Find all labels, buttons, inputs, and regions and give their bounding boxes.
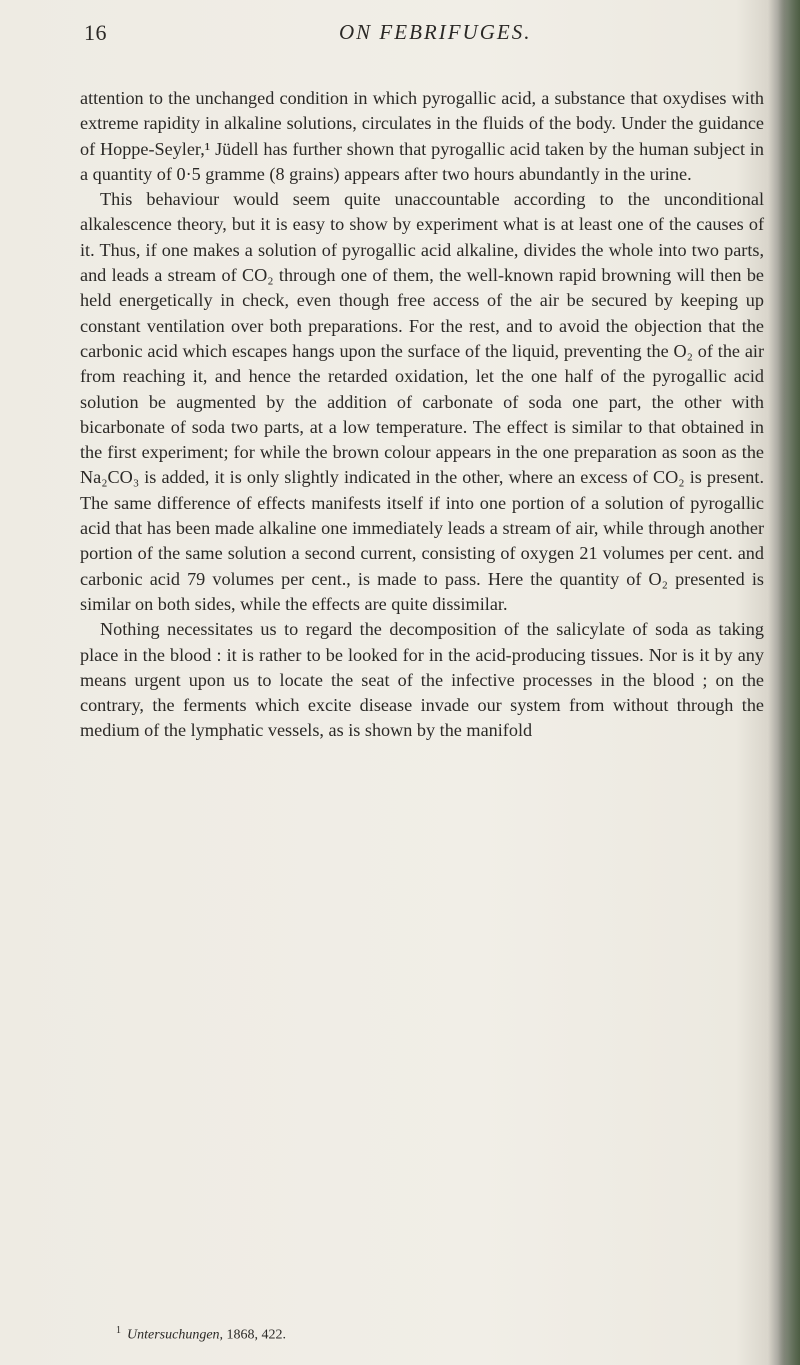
footnote-source: Untersuchungen, [127,1327,224,1343]
footnote [116,1322,286,1345]
body-text [80,86,764,744]
page-number: 16 [84,20,107,45]
paragraph-continued: attention to the unchanged condition in which pyrogallic acid, a substance that oxydises with extreme rapidity in alkaline solutions, circulates in the fluids of the body. Under the guidance of Hoppe-Seyler,¹ Jüdell has further shown that pyrogallic acid taken by the human subject in a quantity of 0·5 gramme (8 grains) appears after two hours abundantly in the urine. [80,88,764,184]
paragraph-salicylate: Nothing necessitates us to regard the decomposition of the salicylate of soda as taking place in the blood : it is rather to be looked for in the acid-producing tissues. Nor is it by any means urgent upon us to locate the seat of the infective processes in the blood ; on the contrary, the ferments which excite disease invade our system from without through the medium of the lymphatic vessels, as is shown by the manifold [80,619,764,741]
footnote-mark: 1 [116,1325,121,1336]
paragraph-experiment: This behaviour would seem quite unaccountable according to the unconditional alkalescence theory, but it is easy to show by experiment what is at least one of the causes of it. Thus, if one makes a solution of pyrogallic acid alkaline, divides the whole into two parts, and leads a stream of CO₂ through one of them, the well-known rapid browning will then be held energetically in check, even though free access of the air be secured by keeping up constant ventilation over both preparations. For the rest, and to avoid the objection that the carbonic acid which escapes hangs upon the surface of the liquid, preventing the O₂ of the air from reaching it, and hence the retarded oxidation, let the one half of the pyrogallic acid solution be augmented by the addition of carbonate of soda one part, the other with bicarbonate of soda two parts, at a low temperature. The effect is similar to that obtained in the first experiment; for while the brown colour appears in the one preparation as soon as the Na₂CO₃ is added, it is only slightly indicated in the other, where an excess of CO₂ is present. The same difference of effects manifests itself if into one portion of a solution of pyrogallic acid that has been made alkaline one immediately leads a stream of air, while through another portion of the same solution a second current, consisting of oxygen 21 volumes per cent. and carbonic acid 79 volumes per cent., is made to pass. Here the quantity of O₂ presented is similar on both sides, while the effects are quite dissimilar. [80,189,764,614]
running-title: ON FEBRIFUGES. [339,20,532,44]
page-header [84,20,764,60]
footnote-detail: 1868, 422. [226,1327,287,1343]
page-edge-shadow [778,0,800,1365]
